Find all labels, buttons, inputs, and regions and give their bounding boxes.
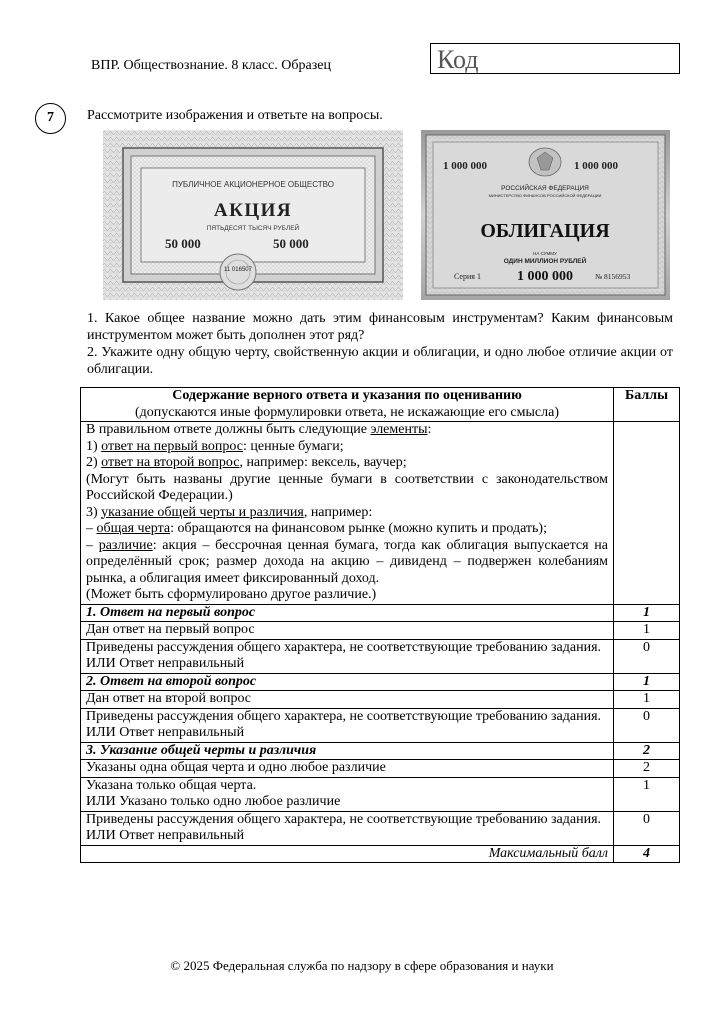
header-sub: (допускаются иные формулировки ответа, не искажающие его смысла) [135, 404, 559, 420]
criteria-row [81, 760, 680, 778]
answer-row [81, 422, 680, 605]
bond-title: ОБЛИГАЦИЯ [480, 220, 610, 242]
bond-ministry: МИНИСТЕРСТВО ФИНАНСОВ РОССИЙСКОЙ ФЕДЕРАЦИИ [488, 193, 602, 198]
bond-certificate-image [421, 130, 670, 300]
criteria-text: Дан ответ на второй вопрос [81, 691, 614, 709]
share-top-text: ПУБЛИЧНОЕ АКЦИОНЕРНОЕ ОБЩЕСТВО [172, 180, 334, 189]
criteria-row [81, 639, 680, 673]
criteria-text: Приведены рассуждения общего характера, не соответствующие требованию задания. ИЛИ Ответ неправильный [81, 811, 614, 845]
section-row [81, 673, 680, 691]
bond-amount-top-left: 1 000 000 [443, 160, 487, 172]
answer-content: В правильном ответе должны быть следующие элементы: 1) ответ на первый вопрос: ценные бумаги; 2) ответ на второй вопрос, например: вексель, ваучер; (Могут быть названы другие ценные бумаги в соответствии с законодательством Российской Федерации.) 3) указание общей черты и различия, например: – общая черта: обращаются на финансовом рынке (можно купить и продать); – различие: акция – бессрочная ценная бумага, тогда как облигация выпускается на определённый срок; размер дохода на акцию – дивиденд – подвержен колебаниям рынка, а облигация имеет фиксированный доход. (Может быть сформулировано другое различие.) [81, 422, 614, 605]
criteria-score: 0 [614, 811, 680, 845]
criteria-text: Указаны одна общая черта и одно любое различие [81, 760, 614, 778]
criteria-text: Приведены рассуждения общего характера, не соответствующие требованию задания. ИЛИ Ответ неправильный [81, 639, 614, 673]
criteria-score: 1 [614, 777, 680, 811]
header-main: Содержание верного ответа и указания по оцениванию [172, 388, 522, 403]
task-number: 7 [35, 103, 66, 134]
scoring-table [80, 387, 680, 863]
criteria-text: Дан ответ на первый вопрос [81, 622, 614, 640]
task-questions [87, 310, 673, 378]
answer-score-empty [614, 422, 680, 605]
share-certificate-image [103, 130, 403, 300]
bond-series: Серия 1 [454, 272, 481, 281]
share-serial: 11 016507 [224, 267, 252, 273]
page-footer: © 2025 Федеральная служба по надзору в сфере образования и науки [170, 958, 554, 973]
criteria-text: Указана только общая черта. ИЛИ Указано только одно любое различие [81, 777, 614, 811]
section-max: 1 [614, 604, 680, 622]
criteria-score: 1 [614, 622, 680, 640]
criteria-row [81, 622, 680, 640]
bond-sum-words: ОДИН МИЛЛИОН РУБЛЕЙ [503, 258, 587, 265]
page-header-title: ВПР. Обществознание. 8 класс. Образец [91, 58, 331, 73]
share-amount-right: 50 000 [273, 236, 309, 251]
criteria-row [81, 777, 680, 811]
section-title: 2. Ответ на второй вопрос [81, 673, 614, 691]
question-2: 2. Укажите одну общую черту, свойственную акции и облигации, и одно любое отличие акции от облигации. [87, 345, 673, 377]
max-score-row [81, 845, 680, 863]
share-title: АКЦИЯ [213, 200, 293, 221]
criteria-score: 0 [614, 708, 680, 742]
table-header-row [81, 388, 680, 422]
question-1: 1. Какое общее название можно дать этим финансовым инструментам? Каким финансовым инструментом может быть дополнен этот ряд? [87, 311, 673, 343]
section-title: 1. Ответ на первый вопрос [81, 604, 614, 622]
bond-number: № 8156953 [595, 272, 631, 281]
bond-amount-center: 1 000 000 [517, 269, 573, 284]
header-score: Баллы [614, 388, 680, 422]
criteria-score: 1 [614, 691, 680, 709]
bond-sum-label: НА СУММУ [533, 251, 557, 256]
section-max: 2 [614, 742, 680, 760]
section-title: 3. Указание общей черты и различия [81, 742, 614, 760]
bond-amount-top-right: 1 000 000 [574, 160, 618, 172]
bond-country: РОССИЙСКАЯ ФЕДЕРАЦИЯ [501, 185, 589, 192]
criteria-row [81, 811, 680, 845]
task-instruction: Рассмотрите изображения и ответьте на вопросы. [87, 108, 383, 123]
criteria-score: 0 [614, 639, 680, 673]
share-amount-left: 50 000 [165, 236, 201, 251]
max-score-label: Максимальный балл [81, 845, 614, 863]
code-field[interactable] [430, 43, 680, 74]
header-content-cell [81, 388, 614, 422]
share-amount-words: ПЯТЬДЕСЯТ ТЫСЯЧ РУБЛЕЙ [206, 225, 300, 232]
criteria-score: 2 [614, 760, 680, 778]
criteria-row [81, 708, 680, 742]
criteria-text: Приведены рассуждения общего характера, не соответствующие требованию задания. ИЛИ Ответ неправильный [81, 708, 614, 742]
code-label: Код [437, 45, 479, 74]
section-row [81, 742, 680, 760]
section-row [81, 604, 680, 622]
criteria-row [81, 691, 680, 709]
max-score-value: 4 [614, 845, 680, 863]
section-max: 1 [614, 673, 680, 691]
